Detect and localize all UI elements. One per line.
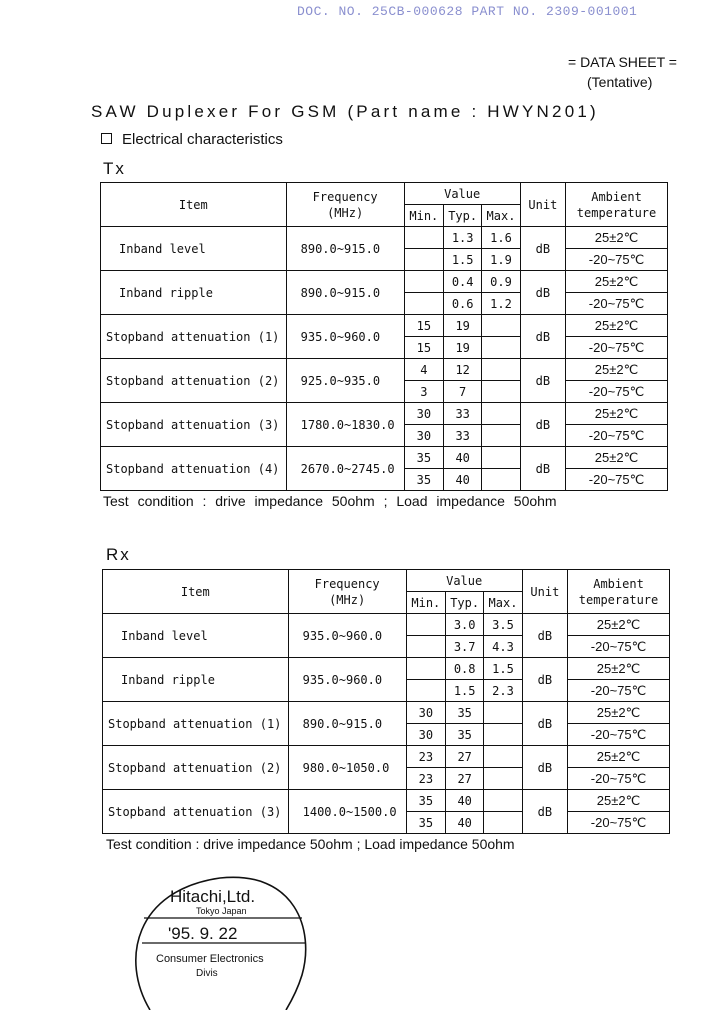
stamp-date: '95. 9. 22 (168, 924, 238, 943)
item-cell: Stopband attenuation (1) (101, 315, 287, 359)
max-cell: 0.9 (482, 271, 520, 293)
item-cell: Inband level (103, 614, 289, 658)
typ-cell: 35 (446, 702, 484, 724)
unit-cell: dB (522, 746, 567, 790)
min-cell: 35 (404, 447, 443, 469)
table-row (103, 702, 670, 724)
typ-cell: 40 (444, 447, 482, 469)
hitachi-stamp (130, 870, 308, 1010)
min-cell: 30 (404, 403, 443, 425)
min-cell (406, 680, 445, 702)
stamp-division: Consumer Electronics (156, 953, 264, 965)
min-cell: 30 (406, 702, 445, 724)
min-cell: 3 (404, 381, 443, 403)
tentative-label: (Tentative) (587, 74, 653, 90)
col-frequency-header (288, 570, 406, 614)
min-cell: 4 (404, 359, 443, 381)
max-cell (482, 403, 520, 425)
typ-cell: 0.8 (446, 658, 484, 680)
ambient-label: Ambient (591, 189, 642, 204)
typ-cell: 1.3 (444, 227, 482, 249)
col-max-header: Max. (482, 205, 520, 227)
item-cell: Stopband attenuation (4) (101, 447, 287, 491)
table-row (101, 315, 668, 337)
page-title: SAW Duplexer For GSM (Part name : HWYN201) (91, 102, 599, 121)
min-cell: 35 (406, 790, 445, 812)
max-cell (482, 315, 520, 337)
temperature-cell: 25±2℃ (568, 658, 670, 680)
unit-cell: dB (522, 614, 567, 658)
rx-table (102, 569, 670, 834)
max-cell (484, 812, 522, 834)
typ-cell: 1.5 (446, 680, 484, 702)
temperature-cell: 25±2℃ (566, 315, 668, 337)
min-cell (404, 271, 443, 293)
tx-table (100, 182, 668, 491)
temperature-cell: -20~75℃ (566, 469, 668, 491)
item-cell: Inband level (101, 227, 287, 271)
data-sheet-label: = DATA SHEET = (568, 54, 677, 70)
max-cell: 1.9 (482, 249, 520, 271)
min-cell (404, 227, 443, 249)
temperature-cell: -20~75℃ (566, 381, 668, 403)
col-unit-header: Unit (522, 570, 567, 614)
min-cell: 23 (406, 768, 445, 790)
unit-cell: dB (520, 315, 565, 359)
typ-cell: 27 (446, 746, 484, 768)
temperature-cell: -20~75℃ (566, 293, 668, 315)
rx-label: Rx (106, 545, 131, 564)
temperature-label: temperature (576, 205, 657, 220)
ambient-label: Ambient (593, 576, 644, 591)
temperature-cell: -20~75℃ (568, 636, 670, 658)
section-heading-text: Electrical characteristics (122, 131, 283, 148)
col-min-header: Min. (406, 592, 445, 614)
temperature-cell: -20~75℃ (568, 724, 670, 746)
max-cell (484, 724, 522, 746)
max-cell: 4.3 (484, 636, 522, 658)
temperature-cell: -20~75℃ (566, 337, 668, 359)
max-cell: 1.5 (484, 658, 522, 680)
table-row (101, 403, 668, 425)
item-cell: Stopband attenuation (1) (103, 702, 289, 746)
typ-cell: 35 (446, 724, 484, 746)
typ-cell: 7 (444, 381, 482, 403)
tx-label: Tx (103, 159, 126, 178)
min-cell (404, 249, 443, 271)
max-cell (482, 425, 520, 447)
min-cell: 35 (404, 469, 443, 491)
typ-cell: 19 (444, 337, 482, 359)
col-ambient-header (568, 570, 670, 614)
col-typ-header: Typ. (446, 592, 484, 614)
temperature-cell: 25±2℃ (566, 227, 668, 249)
col-ambient-header (566, 183, 668, 227)
unit-cell: dB (520, 271, 565, 315)
min-cell: 30 (406, 724, 445, 746)
table-row (101, 359, 668, 381)
min-cell (406, 658, 445, 680)
frequency-unit: (MHz) (327, 205, 364, 220)
table-row (103, 614, 670, 636)
table-row (103, 658, 670, 680)
item-cell: Stopband attenuation (2) (101, 359, 287, 403)
item-cell: Stopband attenuation (2) (103, 746, 289, 790)
tx-test-condition: Test condition : drive impedance 50ohm ; Load impedance 50ohm (103, 493, 557, 509)
temperature-cell: 25±2℃ (566, 359, 668, 381)
checkbox-icon (101, 133, 112, 144)
typ-cell: 19 (444, 315, 482, 337)
unit-cell: dB (520, 447, 565, 491)
max-cell: 3.5 (484, 614, 522, 636)
item-cell: Inband ripple (103, 658, 289, 702)
col-value-header: Value (404, 183, 520, 205)
frequency-label: Frequency (314, 576, 380, 591)
table-row (103, 746, 670, 768)
header-row (101, 183, 668, 205)
item-cell: Inband ripple (101, 271, 287, 315)
frequency-cell: 890.0~915.0 (286, 227, 404, 271)
max-cell: 2.3 (484, 680, 522, 702)
rx-test-condition: Test condition : drive impedance 50ohm ; Load impedance 50ohm (106, 836, 515, 852)
col-item-header: Item (103, 570, 289, 614)
max-cell (484, 746, 522, 768)
typ-cell: 12 (444, 359, 482, 381)
temperature-label: temperature (578, 592, 659, 607)
frequency-unit: (MHz) (329, 592, 366, 607)
max-cell (484, 790, 522, 812)
stamp-city: Tokyo Japan (196, 906, 247, 916)
frequency-label: Frequency (312, 189, 378, 204)
frequency-cell: 1780.0~1830.0 (286, 403, 404, 447)
typ-cell: 40 (446, 812, 484, 834)
typ-cell: 40 (446, 790, 484, 812)
frequency-cell: 925.0~935.0 (286, 359, 404, 403)
min-cell (406, 614, 445, 636)
temperature-cell: -20~75℃ (566, 425, 668, 447)
document-number: DOC. NO. 25CB-000628 PART NO. 2309-001001 (297, 4, 638, 19)
max-cell (484, 702, 522, 724)
max-cell: 1.2 (482, 293, 520, 315)
col-frequency-header (286, 183, 404, 227)
frequency-cell: 935.0~960.0 (286, 315, 404, 359)
min-cell: 35 (406, 812, 445, 834)
typ-cell: 40 (444, 469, 482, 491)
table-row (101, 447, 668, 469)
stamp-company: Hitachi,Ltd. (170, 887, 256, 906)
section-heading (101, 131, 283, 148)
col-unit-header: Unit (520, 183, 565, 227)
table-row (101, 271, 668, 293)
unit-cell: dB (522, 658, 567, 702)
typ-cell: 1.5 (444, 249, 482, 271)
temperature-cell: 25±2℃ (566, 447, 668, 469)
stamp-division-2: Divis (196, 968, 218, 979)
max-cell: 1.6 (482, 227, 520, 249)
typ-cell: 3.0 (446, 614, 484, 636)
temperature-cell: 25±2℃ (566, 271, 668, 293)
item-cell: Stopband attenuation (3) (101, 403, 287, 447)
temperature-cell: 25±2℃ (568, 614, 670, 636)
max-cell (482, 381, 520, 403)
temperature-cell: 25±2℃ (568, 790, 670, 812)
unit-cell: dB (520, 359, 565, 403)
unit-cell: dB (520, 403, 565, 447)
typ-cell: 33 (444, 425, 482, 447)
frequency-cell: 2670.0~2745.0 (286, 447, 404, 491)
col-value-header: Value (406, 570, 522, 592)
max-cell (482, 447, 520, 469)
temperature-cell: -20~75℃ (568, 680, 670, 702)
item-cell: Stopband attenuation (3) (103, 790, 289, 834)
temperature-cell: 25±2℃ (568, 746, 670, 768)
frequency-cell: 890.0~915.0 (288, 702, 406, 746)
table-row (101, 227, 668, 249)
min-cell (406, 636, 445, 658)
frequency-cell: 935.0~960.0 (288, 658, 406, 702)
min-cell: 15 (404, 315, 443, 337)
max-cell (482, 469, 520, 491)
col-max-header: Max. (484, 592, 522, 614)
typ-cell: 27 (446, 768, 484, 790)
max-cell (482, 359, 520, 381)
typ-cell: 0.6 (444, 293, 482, 315)
header-row (103, 570, 670, 592)
min-cell: 30 (404, 425, 443, 447)
typ-cell: 33 (444, 403, 482, 425)
temperature-cell: -20~75℃ (568, 812, 670, 834)
typ-cell: 0.4 (444, 271, 482, 293)
col-typ-header: Typ. (444, 205, 482, 227)
frequency-cell: 935.0~960.0 (288, 614, 406, 658)
max-cell (482, 337, 520, 359)
frequency-cell: 890.0~915.0 (286, 271, 404, 315)
unit-cell: dB (522, 702, 567, 746)
min-cell (404, 293, 443, 315)
frequency-cell: 1400.0~1500.0 (288, 790, 406, 834)
min-cell: 15 (404, 337, 443, 359)
temperature-cell: 25±2℃ (566, 403, 668, 425)
typ-cell: 3.7 (446, 636, 484, 658)
temperature-cell: -20~75℃ (566, 249, 668, 271)
unit-cell: dB (522, 790, 567, 834)
unit-cell: dB (520, 227, 565, 271)
col-item-header: Item (101, 183, 287, 227)
frequency-cell: 980.0~1050.0 (288, 746, 406, 790)
min-cell: 23 (406, 746, 445, 768)
max-cell (484, 768, 522, 790)
col-min-header: Min. (404, 205, 443, 227)
temperature-cell: 25±2℃ (568, 702, 670, 724)
temperature-cell: -20~75℃ (568, 768, 670, 790)
table-row (103, 790, 670, 812)
